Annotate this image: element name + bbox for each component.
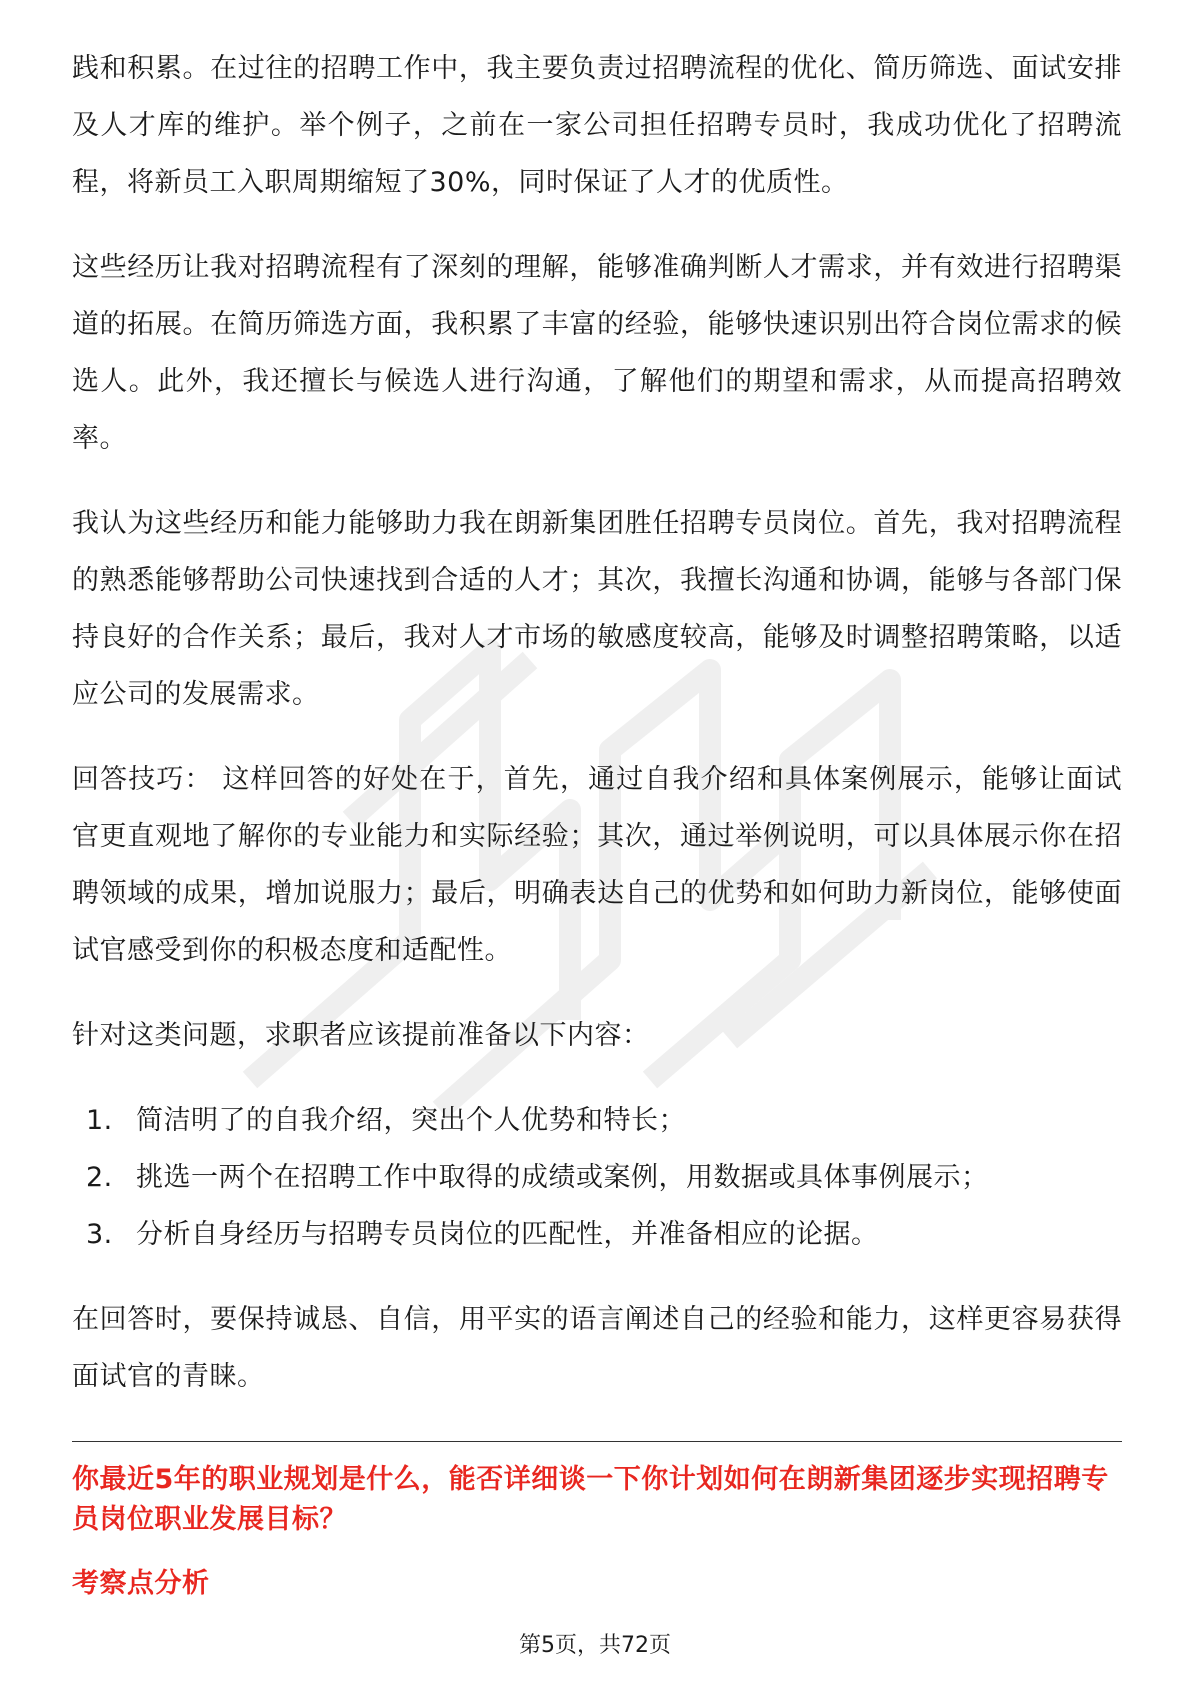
list-item bbox=[72, 1149, 1122, 1206]
paragraph-fit: 我认为这些经历和能力能够助力我在朗新集团胜任招聘专员岗位。首先，我对招聘流程的熟悉能够帮助公司快速找到合适的人才；其次，我擅长沟通和协调，能够与各部门保持良好的合作关系；最后，我对人才市场的敏感度较高，能够及时调整招聘策略，以适应公司的发展需求。 bbox=[72, 508, 1122, 710]
interview-question: 你最近5年的职业规划是什么，能否详细谈一下你计划如何在朗新集团逐步实现招聘专员岗位职业发展目标？ bbox=[72, 1464, 1109, 1535]
paragraph-experience: 践和积累。在过往的招聘工作中，我主要负责过招聘流程的优化、简历筛选、面试安排及人才库的维护。举个例子，之前在一家公司担任招聘专员时，我成功优化了招聘流程，将新员工入职周期缩短了30%，同时保证了人才的优质性。 bbox=[72, 53, 1122, 198]
document-body bbox=[72, 40, 1122, 1604]
page-number: 第5页，共72页 bbox=[519, 1633, 671, 1658]
list-item-number: 1. bbox=[86, 1105, 113, 1136]
preparation-list bbox=[72, 1092, 1122, 1263]
list-item-text: 分析自身经历与招聘专员岗位的匹配性，并准备相应的论据。 bbox=[136, 1219, 879, 1250]
paragraph-understanding: 这些经历让我对招聘流程有了深刻的理解，能够准确判断人才需求，并有效进行招聘渠道的拓展。在简历筛选方面，我积累了丰富的经验，能够快速识别出符合岗位需求的候选人。此外，我还擅长与候选人进行沟通，了解他们的期望和需求，从而提高招聘效率。 bbox=[72, 252, 1122, 454]
section-divider bbox=[72, 1441, 1122, 1442]
list-item-number: 2. bbox=[86, 1162, 113, 1193]
section-title: 考察点分析 bbox=[72, 1568, 210, 1599]
list-item-text: 简洁明了的自我介绍，突出个人优势和特长； bbox=[136, 1105, 686, 1136]
paragraph-closing: 在回答时，要保持诚恳、自信，用平实的语言阐述自己的经验和能力，这样更容易获得面试官的青睐。 bbox=[72, 1304, 1122, 1392]
list-item bbox=[72, 1092, 1122, 1149]
list-item-text: 挑选一两个在招聘工作中取得的成绩或案例，用数据或具体事例展示； bbox=[136, 1162, 989, 1193]
list-item bbox=[72, 1206, 1122, 1263]
paragraph-answer-tips: 回答技巧： 这样回答的好处在于，首先，通过自我介绍和具体案例展示，能够让面试官更直观地了解你的专业能力和实际经验；其次，通过举例说明，可以具体展示你在招聘领域的成果，增加说服力；最后，明确表达自己的优势和如何助力新岗位，能够使面试官感受到你的积极态度和适配性。 bbox=[72, 764, 1122, 966]
list-item-number: 3. bbox=[86, 1219, 113, 1250]
paragraph-preparation-intro: 针对这类问题，求职者应该提前准备以下内容： bbox=[72, 1020, 650, 1051]
